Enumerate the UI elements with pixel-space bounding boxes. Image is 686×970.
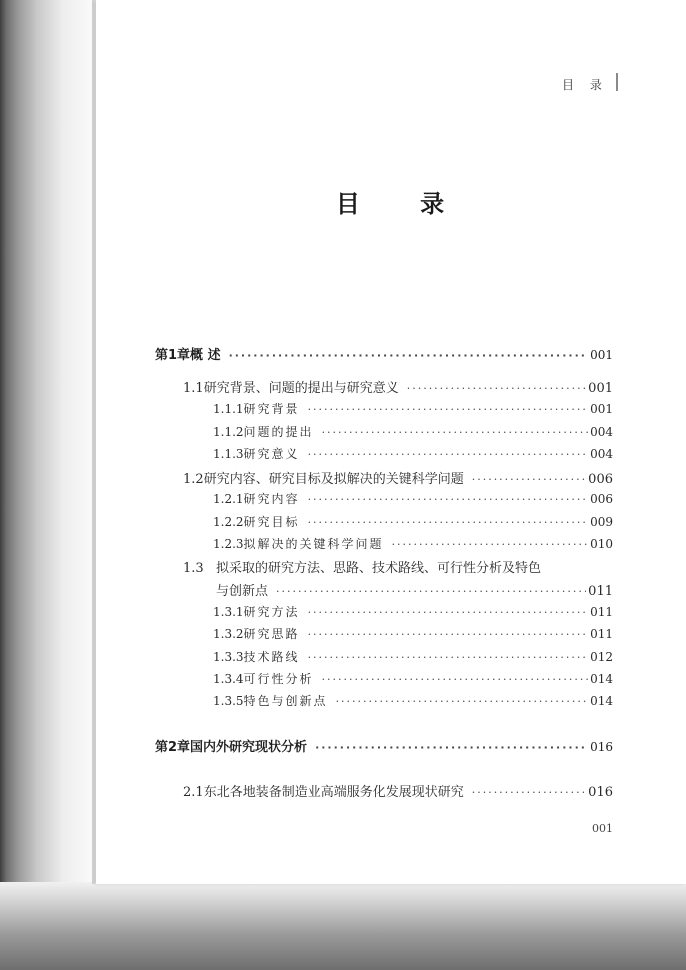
dot-leader [315, 741, 588, 754]
toc-section-2-1[interactable] [183, 781, 613, 800]
toc-number: 1.2 [183, 472, 204, 487]
toc-number: 1.3.3 [213, 650, 244, 664]
toc-subsection-1-2-3[interactable] [213, 535, 613, 552]
toc-page-number: 010 [590, 537, 613, 551]
toc-number: 1.2.3 [213, 537, 244, 551]
toc-label: 研究内容、研究目标及拟解决的关键科学问题 [203, 472, 464, 487]
dot-leader [308, 516, 589, 529]
toc-label: 技术路线 [243, 650, 300, 664]
dot-leader [308, 628, 589, 641]
toc-label: 可行性分析 [243, 672, 314, 686]
toc-page-number: 004 [590, 447, 613, 461]
dot-leader [322, 426, 589, 439]
toc-page-number: 011 [588, 584, 613, 599]
toc-section-1-1[interactable] [183, 377, 613, 396]
toc-subsection-1-3-4[interactable] [213, 670, 613, 687]
dot-leader [308, 403, 589, 416]
toc-label: 拟解决的关键科学问题 [243, 537, 384, 551]
toc-label: 问题的提出 [243, 425, 314, 439]
toc-label: 研究意义 [243, 447, 300, 461]
toc-number: 1.2.2 [213, 515, 244, 529]
toc-page-number: 014 [590, 672, 613, 686]
toc-chapter-1[interactable] [155, 344, 613, 363]
toc-number: 1.3 [183, 561, 204, 576]
toc-label: 研究目标 [243, 515, 300, 529]
toc-number: 1.3.1 [213, 605, 244, 619]
running-header: 目 录 [562, 78, 608, 92]
toc-number: 1.3.5 [213, 694, 244, 708]
dot-leader [472, 786, 586, 799]
toc-subsection-1-1-3[interactable] [213, 445, 613, 462]
toc-number: 1.1 [183, 381, 204, 396]
toc-page-number: 016 [590, 740, 613, 754]
toc-section-1-3[interactable] [216, 580, 613, 599]
scan-shadow-bottom [0, 882, 686, 970]
dot-leader [308, 448, 589, 461]
toc-number: 1.3.4 [213, 672, 244, 686]
toc-number: 1.2.1 [213, 492, 244, 506]
toc-page-number: 006 [588, 472, 613, 487]
toc-label-line1: 拟采取的研究方法、思路、技术路线、可行性分析及特色 [216, 561, 542, 576]
dot-leader [322, 673, 589, 686]
toc-number: 1.3.2 [213, 627, 244, 641]
toc-section-1-3-line1[interactable] [183, 557, 541, 576]
scan-shadow-left [0, 0, 62, 970]
folio-page-number: 001 [592, 822, 613, 835]
dot-leader [392, 538, 589, 551]
toc-page-number: 014 [590, 694, 613, 708]
toc-subsection-1-3-5[interactable] [213, 692, 613, 709]
toc-page-number: 012 [590, 650, 613, 664]
toc-label: 东北各地装备制造业高端服务化发展现状研究 [203, 785, 464, 800]
toc-label: 概 述 [190, 348, 221, 363]
toc-number: 1.1.1 [213, 402, 244, 416]
toc-page-number: 016 [588, 785, 613, 800]
dot-leader [407, 382, 586, 395]
toc-subsection-1-2-2[interactable] [213, 513, 613, 530]
dot-leader [276, 585, 586, 598]
dot-leader [308, 493, 589, 506]
toc-number: 1.1.3 [213, 447, 244, 461]
toc-label: 与创新点 [216, 584, 269, 599]
toc-page-number: 001 [590, 348, 613, 362]
dot-leader [336, 695, 589, 708]
dot-leader [308, 651, 589, 664]
dot-leader [229, 349, 589, 362]
toc-number: 第2章 [155, 740, 191, 755]
toc-page-number: 004 [590, 425, 613, 439]
toc-label: 研究内容 [243, 492, 300, 506]
toc-page-number: 009 [590, 515, 613, 529]
toc-chapter-2[interactable] [155, 736, 613, 755]
header-rule [616, 73, 618, 91]
dot-leader [472, 473, 586, 486]
toc-label: 特色与创新点 [243, 694, 328, 708]
toc-label: 研究背景、问题的提出与研究意义 [203, 381, 399, 396]
toc-number: 2.1 [183, 785, 204, 800]
toc-subsection-1-1-2[interactable] [213, 423, 613, 440]
toc-page-number: 011 [590, 605, 613, 619]
toc-subsection-1-3-1[interactable] [213, 603, 613, 620]
toc-number: 1.1.2 [213, 425, 244, 439]
page-title: 目 录 [335, 190, 471, 218]
dot-leader [308, 606, 589, 619]
toc-section-1-2[interactable] [183, 468, 613, 487]
toc-number: 第1章 [155, 348, 191, 363]
toc-page-number: 006 [590, 492, 613, 506]
toc-subsection-1-2-1[interactable] [213, 490, 613, 507]
toc-page-number: 011 [590, 627, 613, 641]
toc-label: 研究思路 [243, 627, 300, 641]
toc-subsection-1-1-1[interactable] [213, 400, 613, 417]
toc-label: 国内外研究现状分析 [190, 740, 308, 755]
toc-page-number: 001 [590, 402, 613, 416]
toc-label: 研究背景 [243, 402, 300, 416]
toc-page-number: 001 [588, 381, 613, 396]
toc-label: 研究方法 [243, 605, 300, 619]
toc-subsection-1-3-3[interactable] [213, 648, 613, 665]
toc-subsection-1-3-2[interactable] [213, 625, 613, 642]
